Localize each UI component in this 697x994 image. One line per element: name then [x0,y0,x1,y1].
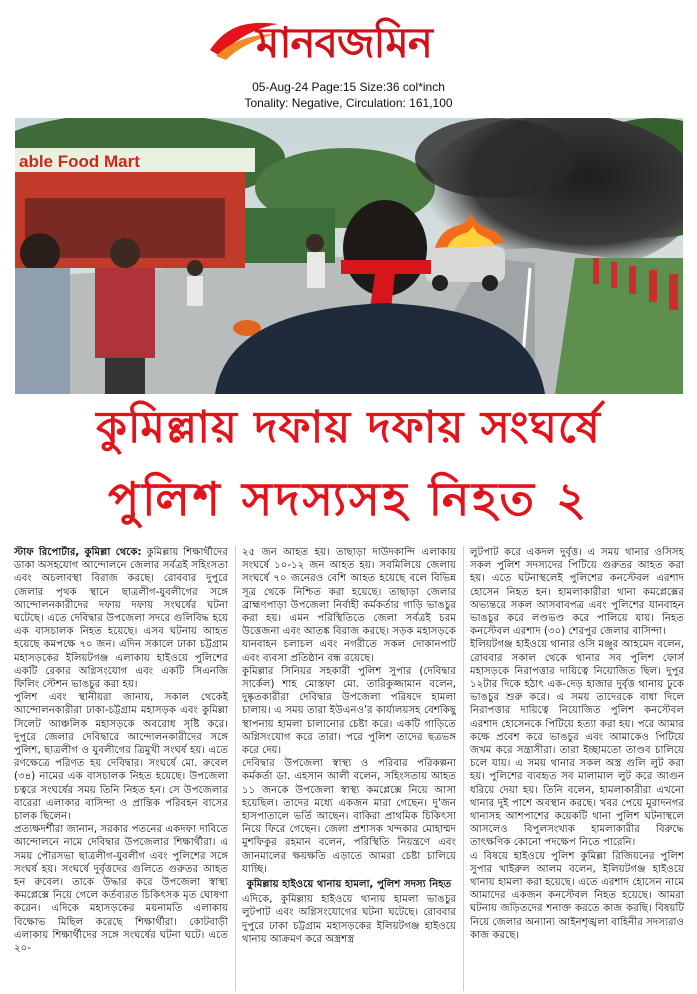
article-column-1 [14,546,228,991]
tonality-circulation-line: Tonality: Negative, Circulation: 161,100 [244,96,453,110]
column-divider [235,546,236,991]
article-paragraph: ২৫ জন আহত হয়। তাছাড়া দাউদকান্দি এলাকায় সংঘর্ষে ১০-১২ জন আহত হয়। সবমিলিয়ে জেলায় সংঘর্ষে ৭০ জনেরও বেশি আহত হয়েছে বলে বিভিন্ন সূত্র থেকে নিশ্চিত করা হয়েছে। তাছাড়া জেলার ব্রাহ্মণপাড়া উপজেলা নির্বাহী কর্মকর্তার গাড়ি ভাঙচুর করা হয়। এমন পরিস্থিতিতে জেলা সর্বত্রই চরম উত্তেজনা এবং আতঙ্ক বিরাজ করছে। সড়ক মহাসড়কে যানবাহন চলাচল এবং নগরীতে সকল দোকানপাট এবং ব্যবসা প্রতিষ্ঠান বন্ধ রয়েছে। [242,547,456,664]
column-divider [463,546,464,991]
article-paragraph: স্টাফ রিপোর্টার, কুমিল্লা থেকে: কুমিল্লায় শিক্ষার্থীদের ডাকা অসহযোগ আন্দোলনে জেলার সর্বত্রই সহিংসতা এবং অচলাবস্থা বিরাজ করছে। রোববার দুপুরে জেলার পৃথক স্থানে ছাত্রলীগ-যুবলীগের সঙ্গে আন্দোলনকারীদের দফায় দফায় সংঘর্ষের ঘটনা ঘটেছে। এতে দেবিদ্বার উপজেলা সদরে গুলিবিদ্ধ হয়ে এক বাসচালক নিহত হয়েছে। এসব ঘটনায় আহত হয়েছে কমপক্ষে ৭০ জন। এদিন সকালে ঢাকা চট্টগ্রাম মহাসড়কের ইলিয়টগঞ্জ এলাকায় হাইওয়ে পুলিশের একটি রেকার অগ্নিসংযোগ এবং একটি সিএনজি ফিলিং স্টেশন ভাঙচুর করা হয়। [14,547,228,691]
article-body [14,546,684,991]
article-column-3 [470,546,684,991]
shop-sign-text: able Food Mart [19,152,140,171]
newspaper-logo [206,8,496,76]
article-paragraph: কুমিল্লার সিনিয়র সহকারী পুলিশ সুপার (দেবিদ্বার সার্কেল) শাহ মোস্তফা মো. তারিকুজ্জামান বলেন, দুষ্কৃতকারীরা দেবিদ্বার উপজেলা পরিষদে হামলা চালায়। এ সময় তারা ইউএনও'র কার্যালয়সহ বেশকিছু স্থাপনায় হামলা চালানোর চেষ্টা করে। একটি গাড়িতে অগ্নিসংযোগ করে তারা। পরে পুলিশ তাদের ছত্রভঙ্গ করে দেয়। [242,665,456,757]
headline-line-2: পুলিশ সদস্যসহ নিহত ২ [108,472,589,526]
article-paragraph: পুলিশ এবং স্থানীয়রা জানায়, সকাল থেকেই আন্দোলনকারীরা ঢাকা-চট্টগ্রাম মহাসড়ক এবং কুমিল্লা সিলেট আঞ্চলিক মহাসড়কে অবরোধ সৃষ্টি করে। দুপুরে জেলার দেবিদ্বারে আন্দোলনকারীদের সঙ্গে পুলিশ, ছাত্রলীগ ও যুবলীগের ত্রিমুখী সংঘর্ষ হয়। এতে রণক্ষেত্রে পরিণত হয় দেবিদ্বার। সংঘর্ষে মো. রুবেল (৩৪) নামের এক বাসচালক নিহত হয়েছে। উপজেলা চত্বরে সংঘর্ষের সময় তিনি নিহত হন। সে উপজেলার বারেরা এলাকার বাসিন্দা ও প্রান্তিক পরিবহন বাসের চালক ছিলেন। [14,692,228,823]
article-paragraph: দেবিদ্বার উপজেলা স্বাস্থ্য ও পরিবার পরিকল্পনা কর্মকর্তা ডা. এহসান আলী বলেন, সহিংসতায় আহত ১১ জনকে উপজেলা স্বাস্থ্য কমপ্লেক্সে নিয়ে আসা হয়েছিল। তাদের মধ্যে একজন মারা গেছেন। দু'জন হাসপাতালে ভর্তি আছেন। বাকিরা প্রাথমিক চিকিৎসা নিয়ে ফিরে গেছেন। জেলা প্রশাসক খন্দকার মোহাম্মদ মুশফিকুর রহমান বলেন, পরিস্থিতি নিয়ন্ত্রণে এবং জানমালের ক্ষয়ক্ষতি এড়াতে আমরা চেষ্টা চালিয়ে যাচ্ছি। [242,758,456,875]
news-photo [15,118,683,394]
article-subhead: কুমিল্লায় হাইওয়ে থানায় হামলা, পুলিশ সদস্য নিহত [246,879,452,891]
article-paragraph: ইলিয়টগঞ্জ হাইওয়ে থানার ওসি মঞ্জুর আহমেদ বলেন, রোববার সকাল থেকে থানার সব পুলিশ ফোর্স মহাসড়কে নিরাপত্তার দায়িত্বে নিয়োজিত ছিল। দুপুর ১২টার দিকে হঠাৎ এক-দেড় হাজার দুর্বৃত্ত থানায় ঢুকে ভাঙচুর শুরু করে। এ সময় তাদেরকে বাধা দিলে নিরাপত্তার দায়িত্বে নিয়োজিত পুলিশ কনস্টেবল এরশাদ হোসেনকে পিটিয়ে হত্যা করা হয়। পরে আমার কক্ষে প্রবেশ করে ভাঙচুর এবং আমাকেও পিটিয়ে জখম করে সন্ত্রাসীরা। তারা ইচ্ছামতো তাণ্ডব চালিয়ে চলে যায়। এ সময় থানার সকল অস্ত্র গুলি লুট করা হয়। পুলিশের ব্যবহৃত সব মালামাল লুট করে আগুন ধরিয়ে দেয়া হয়। তিনি বলেন, হামলাকারীরা এখনো থানার দুই পাশে অবস্থান করছে। খবর পেয়ে মুরাদনগর থানাসহ আশপাশের কয়েকটি থানা পুলিশ ঘটনাস্থলে আসলেও বিপুলসংখ্যক হামলাকারীর বিরুদ্ধে তাৎক্ষণিক কোনো পদক্ষেপ নিতে পারেনি। [470,639,684,849]
photo-illustration [15,118,683,394]
article-paragraph: প্রত্যক্ষদর্শীরা জানান, সরকার পতনের একদফা দাবিতে আন্দোলনে নামে দেবিদ্বার উপজেলার শিক্ষার্থীরা। এ সময় পৌরসভা ছাত্রলীগ-যুবলীগ এবং পুলিশের সঙ্গে সংঘর্ষ হয়। সংঘর্ষে দুর্বৃত্তদের গুলিতে গুরুতর আহত হন রুবেল। তাকে উদ্ধার করে উপজেলা স্বাস্থ্য কমপ্লেক্সে নিয়ে গেলে কর্তব্যরত চিকিৎসক মৃত ঘোষণা করেন। এদিকে মহাসড়কের ময়নামতি এলাকায় বিক্ষোভ মিছিল করেছে শিক্ষার্থীরা। কোটবাড়ী এলাকায় শিক্ষার্থীদের সঙ্গে সংঘর্ষের ঘটনা ঘটে। এতে ২০- [14,824,228,955]
headline-line-1: কুমিল্লায় দফায় দফায় সংঘর্ষে [96,402,601,453]
clipping-meta-line: 05-Aug-24 Page:15 Size:36 col*inch [252,80,445,94]
masthead [0,0,697,120]
article-paragraph: লুটপাট করে একদল দুর্বৃত্ত। এ সময় থানার ওসিসহ সকল পুলিশ সদস্যদের পিটিয়ে গুরুতর আহত করা হয়। এতে ঘটনাস্থলেই পুলিশের কনস্টেবল এরশাদ হোসেন নিহত হন। হামলাকারীরা থানা কমপ্লেক্সের অভ্যন্তরে সকল আসবাবপত্র এবং পুলিশের যানবাহন ভাঙচুর করে লণ্ডভণ্ড করে পালিয়ে যায়। নিহত কনস্টেবল এরশাদ (৩০) শেরপুর জেলার বাসিন্দা। [470,547,684,638]
article-paragraph: এদিকে, কুমিল্লায় হাইওয়ে থানায় হামলা ভাঙচুর লুটপাট এবং অগ্নিসংযোগের ঘটনা ঘটেছে। রোববার দুপুরে ঢাকা চট্টগ্রাম মহাসড়কের ইলিয়টগঞ্জ হাইওয়ে থানায় আক্রমণ করে অস্ত্রশস্ত্র [242,894,456,945]
logo-text: মানবজমিন [256,18,432,67]
article-paragraph: এ বিষয়ে হাইওয়ে পুলিশ কুমিল্লা রিজিয়নের পুলিশ সুপার খাইরুল আলম বলেন, ইলিয়টগঞ্জ হাইওয়ে থানায় হামলা করা হয়েছে। এতে এরশাদ হোসেন নামে আমাদের একজন কনস্টেবল নিহত হয়েছে। আমরা ঘটনায় জড়িতদের শনাক্ত করতে কাজ করছি। বিষয়টি নিয়ে জেলার অন্যান্য আইনশৃঙ্খলা বাহিনীর সদস্যরাও কাজ করছে। [470,850,684,941]
article-column-2 [242,546,456,991]
byline: স্টাফ রিপোর্টার, কুমিল্লা থেকে: [14,547,142,558]
